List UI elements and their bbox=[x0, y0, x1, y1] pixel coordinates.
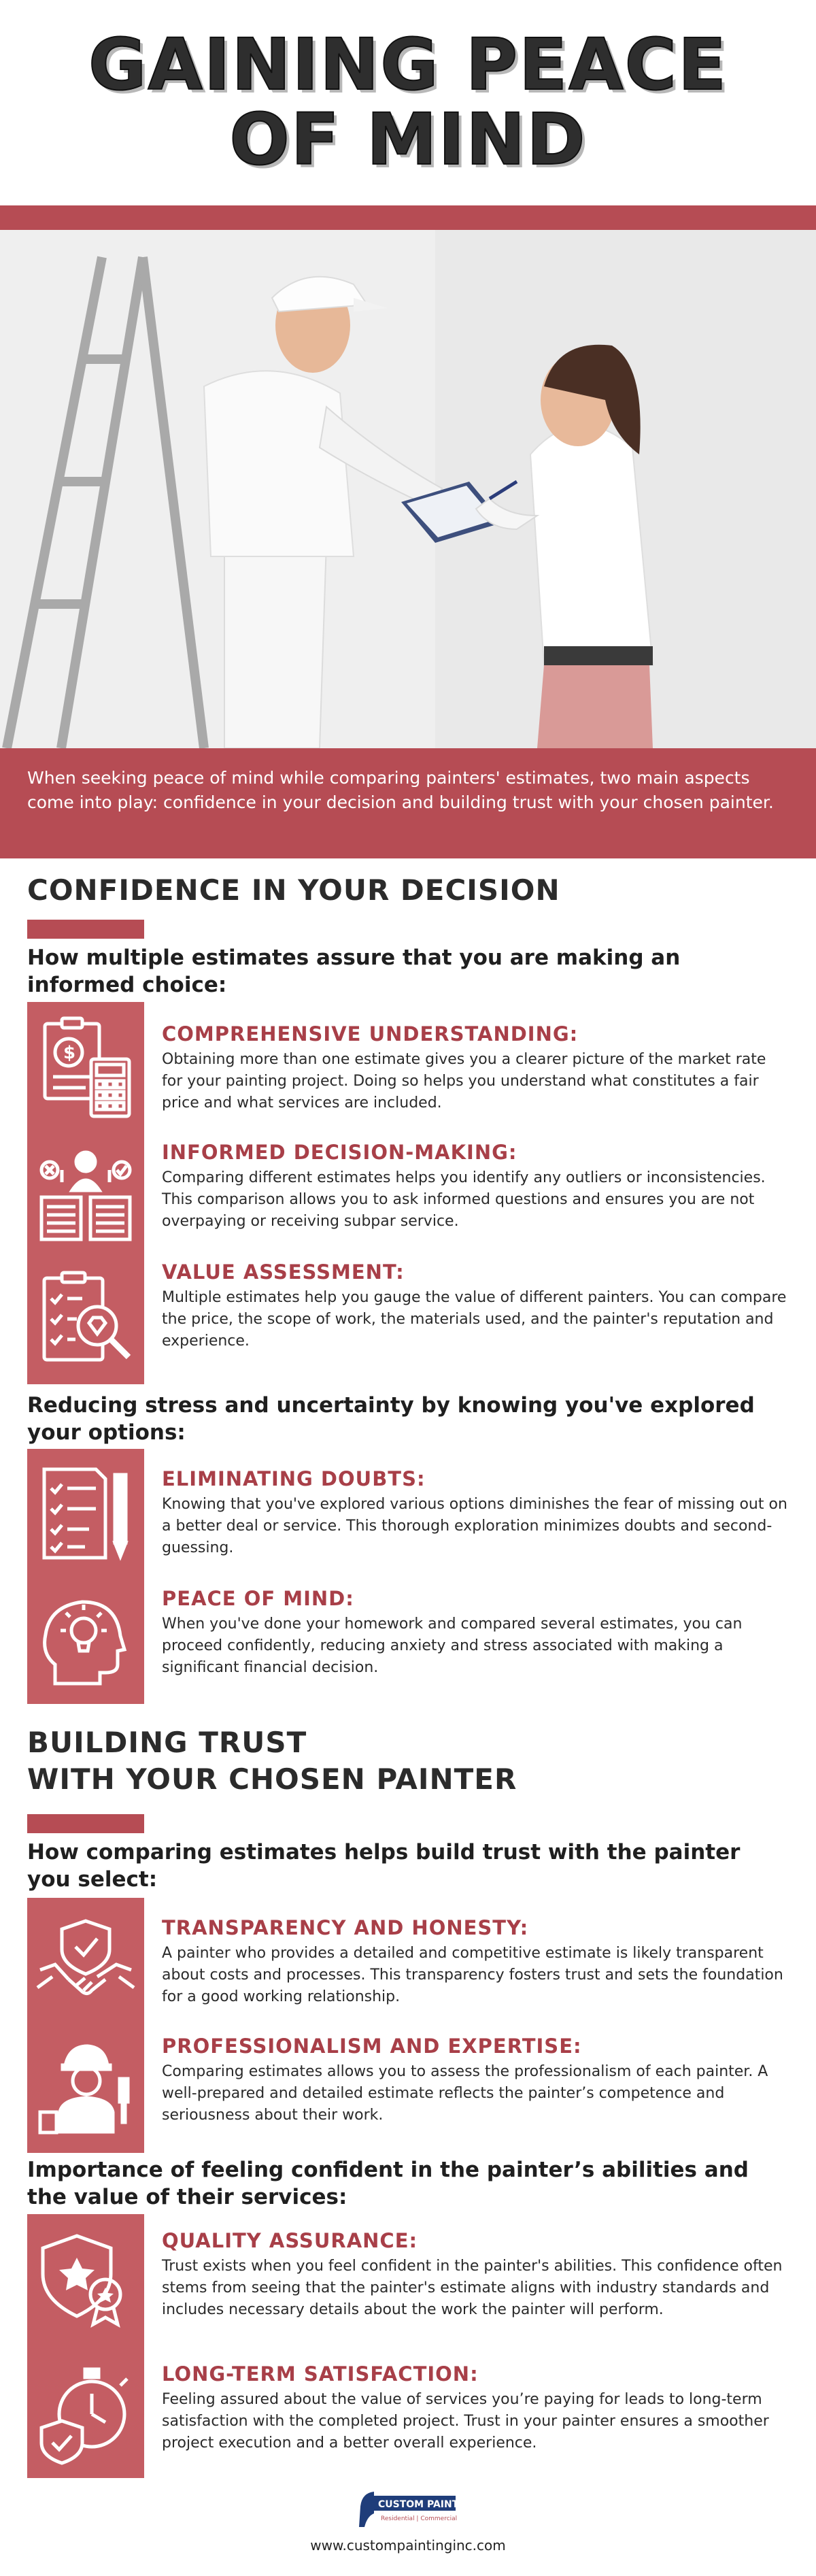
handshake-icon bbox=[27, 1901, 144, 2024]
decision-making-icon bbox=[27, 1133, 144, 1255]
item-text: Obtaining more than one estimate gives you a clearer picture of the market rate for your painting project. Doing so helps you understand what constitutes a fair price and what services are included. bbox=[162, 1051, 766, 1111]
item-transparency-honesty bbox=[162, 1916, 789, 2008]
quality-badge-icon bbox=[27, 2219, 144, 2341]
item-professionalism-expertise bbox=[162, 2034, 789, 2126]
hero-photo bbox=[0, 230, 816, 748]
satisfaction-timer-icon bbox=[27, 2350, 144, 2476]
item-text: A painter who provides a detailed and competitive estimate is likely transparent about costs and processes. This transparency fosters trust and sets the foundation for a good working relationship. bbox=[162, 1945, 783, 2005]
accent-bar bbox=[27, 920, 144, 939]
value-assessment-icon bbox=[27, 1258, 144, 1381]
section-confidence-title: CONFIDENCE IN YOUR DECISION bbox=[27, 873, 560, 907]
price-estimate-icon bbox=[27, 1007, 144, 1129]
item-comprehensive-understanding bbox=[162, 1022, 789, 1114]
item-quality-assurance bbox=[162, 2228, 789, 2321]
item-heading: INFORMED DECISION-MAKING: bbox=[162, 1141, 517, 1164]
subhead-confidence-abilities: Importance of feeling confident in the painter’s abilities and the value of their services: bbox=[27, 2158, 749, 2209]
accent-bar bbox=[27, 1814, 144, 1833]
item-peace-of-mind bbox=[162, 1586, 789, 1679]
subhead-build-trust: How comparing estimates helps build trust with the painter you select: bbox=[27, 1840, 741, 1892]
intro-text: When seeking peace of mind while comparing painters' estimates, two main aspects come into play: confidence in your decision and building trust with your chosen painter. bbox=[27, 768, 774, 812]
paint-drip-icon bbox=[359, 2492, 374, 2527]
section-trust-title-line-2: WITH YOUR CHOSEN PAINTER bbox=[27, 1762, 517, 1796]
mind-idea-icon bbox=[27, 1578, 144, 1701]
website-url[interactable]: www.custompaintinginc.com bbox=[310, 2537, 506, 2554]
item-value-assessment bbox=[162, 1260, 789, 1352]
item-text: Comparing estimates allows you to assess the professionalism of each painter. A well-prepared and detailed estimate reflects the painter’s competence and seriousness about their work. bbox=[162, 2063, 768, 2124]
page-title-line-2: OF MIND bbox=[229, 98, 587, 181]
item-text: Trust exists when you feel confident in the painter's abilities. This confidence often stems from seeing that the painter's estimate aligns with industry standards and includes necessary details about the work the painter will perform. bbox=[162, 2258, 783, 2318]
item-text: Knowing that you've explored various options diminishes the fear of missing out on a better deal or service. This thorough exploration minimizes doubts and second-guessing. bbox=[162, 1496, 787, 1556]
item-heading: TRANSPARENCY AND HONESTY: bbox=[162, 1916, 529, 1939]
painter-icon bbox=[27, 2027, 144, 2150]
item-heading: COMPREHENSIVE UNDERSTANDING: bbox=[162, 1022, 579, 1046]
section-trust-title-line-1: BUILDING TRUST bbox=[27, 1726, 307, 1759]
item-heading: LONG-TERM SATISFACTION: bbox=[162, 2362, 479, 2386]
item-heading: PEACE OF MIND: bbox=[162, 1587, 354, 1610]
item-text: Multiple estimates help you gauge the value of different painters. You can compare the price, the scope of work, the materials used, and the painter's reputation and experience. bbox=[162, 1289, 787, 1350]
item-heading: ELIMINATING DOUBTS: bbox=[162, 1467, 426, 1490]
company-logo bbox=[354, 2486, 478, 2534]
painter-client-illustration bbox=[0, 230, 816, 748]
page-title-line-1: GAINING PEACE bbox=[88, 23, 728, 106]
svg-text:$: $ bbox=[63, 1043, 76, 1063]
item-text: Comparing different estimates helps you identify any outliers or inconsistencies. This comparison allows you to ask informed questions and ensures you are not overpaying or receiving subpar service. bbox=[162, 1169, 766, 1230]
page-title bbox=[0, 23, 816, 181]
item-long-term-satisfaction bbox=[162, 2362, 789, 2454]
item-text: When you've done your homework and compared several estimates, you can proceed confidently, reducing anxiety and stress associated with making a significant financial decision. bbox=[162, 1616, 743, 1676]
checklist-icon bbox=[27, 1452, 144, 1575]
item-informed-decision-making bbox=[162, 1140, 789, 1233]
logo-text: CUSTOM PAINTING bbox=[378, 2499, 478, 2510]
item-heading: VALUE ASSESSMENT: bbox=[162, 1260, 405, 1284]
item-heading: QUALITY ASSURANCE: bbox=[162, 2229, 418, 2252]
subhead-reducing-stress: Reducing stress and uncertainty by knowing you've explored your options: bbox=[27, 1393, 755, 1445]
item-heading: PROFESSIONALISM AND EXPERTISE: bbox=[162, 2035, 582, 2058]
top-accent-bar bbox=[0, 205, 816, 230]
subhead-informed-choice: How multiple estimates assure that you are making an informed choice: bbox=[27, 946, 681, 997]
logo-subtext: Residential | Commercial bbox=[381, 2515, 458, 2522]
intro-banner bbox=[0, 748, 816, 858]
item-eliminating-doubts bbox=[162, 1467, 789, 1559]
item-text: Feeling assured about the value of services you’re paying for leads to long-term satisfaction with the completed project. Trust in your painter ensures a smoother project execution and a better overall experience. bbox=[162, 2391, 769, 2452]
